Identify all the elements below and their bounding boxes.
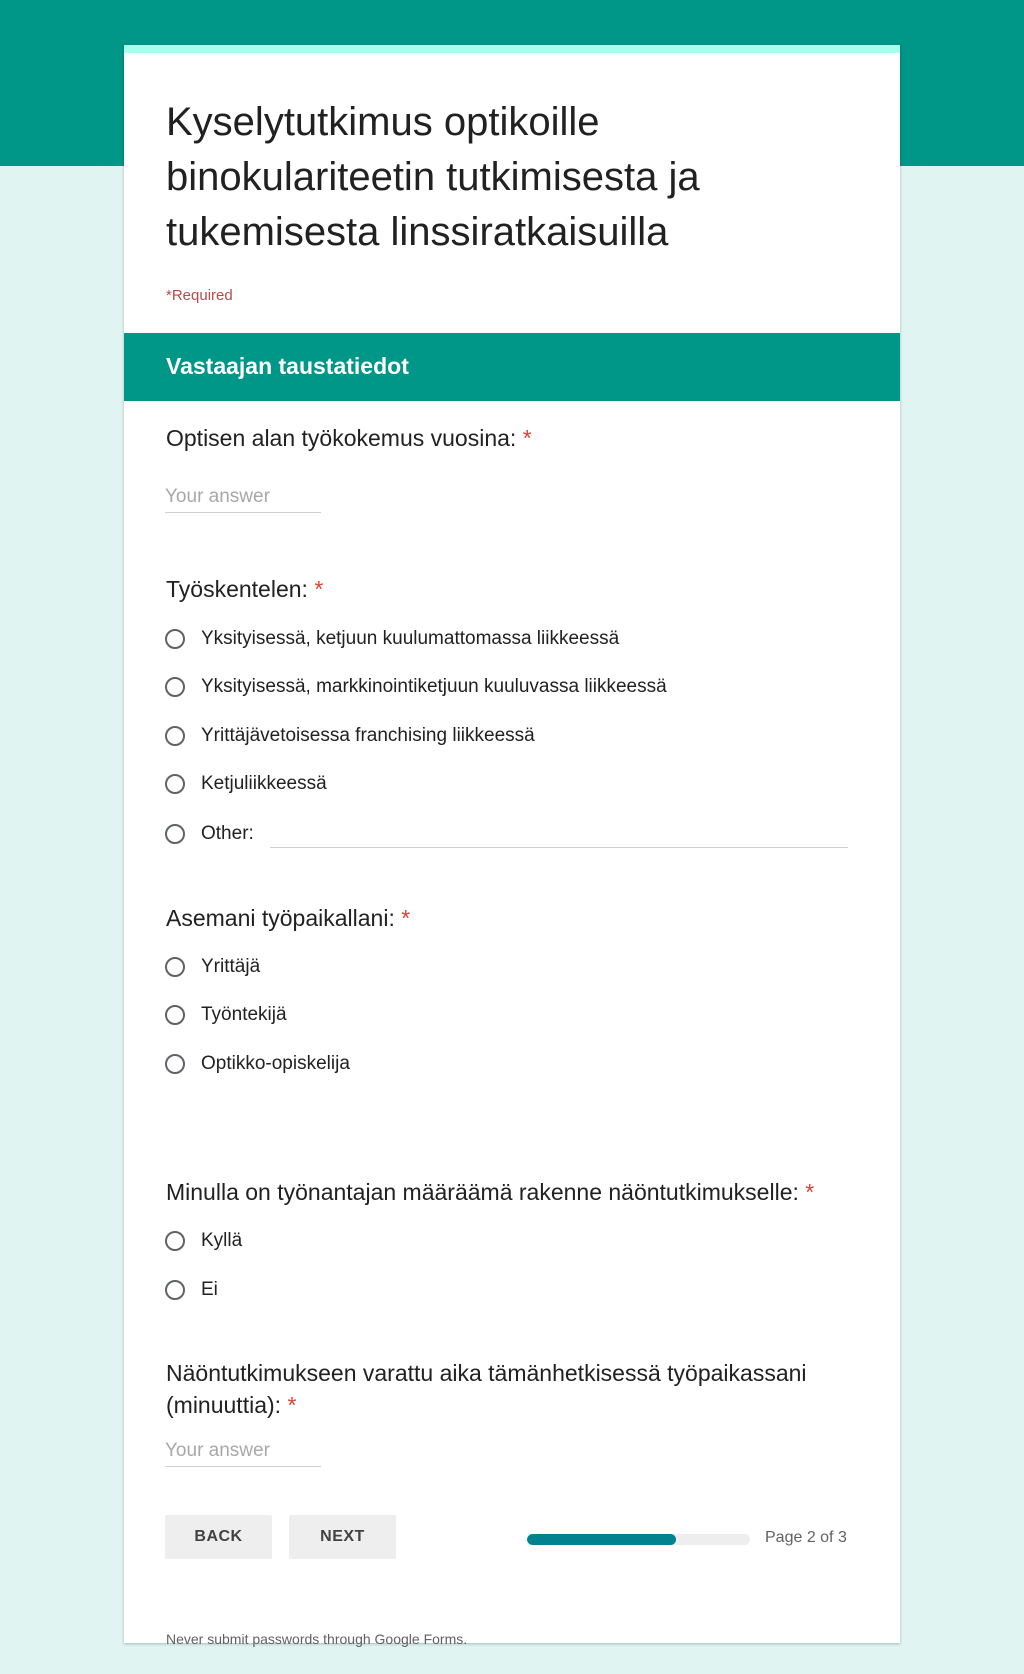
progress-fill [527,1534,676,1545]
section-title: Vastaajan taustatiedot [166,353,409,379]
section-header [124,333,900,401]
question-label: Asemani työpaikallani: [166,905,395,931]
radio-button[interactable] [165,774,185,794]
question-title-exam-time [166,1357,866,1421]
option-label: Other: [201,823,254,844]
radio-button[interactable] [165,677,185,697]
question-label: Optisen alan työkokemus vuosina: [166,425,517,451]
other-text-input[interactable] [270,847,848,848]
form-card [124,45,900,1647]
question-title-experience [166,422,532,454]
position-option-entrepreneur[interactable] [165,952,260,982]
experience-years-input[interactable] [165,482,321,513]
next-button[interactable]: NEXT [289,1515,396,1559]
question-label: Työskentelen: [166,576,308,602]
workplace-option-independent[interactable] [165,624,619,654]
position-option-student[interactable] [165,1049,350,1079]
question-label: Minulla on työnantajan määräämä rakenne näöntutkimukselle: [166,1179,799,1205]
exam-time-input[interactable] [165,1436,321,1467]
radio-button[interactable] [165,957,185,977]
option-label: Kyllä [201,1230,243,1251]
workplace-option-chain-store[interactable] [165,769,327,799]
option-label: Työntekijä [201,1004,287,1025]
workplace-option-marketing-chain[interactable] [165,672,667,702]
radio-button[interactable] [165,629,185,649]
required-star: * [401,905,411,931]
question-label: Näöntutkimukseen varattu aika tämänhetkisessä työpaikassani (minuuttia): [166,1360,807,1418]
question-title-structure [166,1176,814,1208]
option-label: Optikko-opiskelija [201,1053,350,1074]
required-star: * [522,425,532,451]
option-label: Yksityisessä, ketjuun kuulumattomassa liikkeessä [201,628,620,649]
option-label: Ketjuliikkeessä [201,773,327,794]
radio-button[interactable] [165,824,185,844]
option-label: Yksityisessä, markkinointiketjuun kuuluvassa liikkeessä [201,676,667,697]
radio-button[interactable] [165,726,185,746]
structure-option-yes[interactable] [165,1226,242,1256]
workplace-option-other[interactable] [165,819,254,849]
form-title: Kyselytutkimus optikoille binokulariteetin tutkimisesta ja tukemisesta linssiratkaisuilla [166,100,700,254]
required-note: *Required [166,287,233,304]
progress-bar [527,1534,750,1545]
workplace-option-franchising[interactable] [165,721,535,751]
footer-note: Never submit passwords through Google Forms. [166,1631,468,1647]
radio-button[interactable] [165,1054,185,1074]
option-label: Yrittäjävetoisessa franchising liikkeessä [201,725,535,746]
question-title-workplace [166,573,323,605]
page-indicator: Page 2 of 3 [765,1529,847,1546]
required-star: * [805,1179,815,1205]
option-label: Ei [201,1279,218,1300]
radio-button[interactable] [165,1231,185,1251]
radio-button[interactable] [165,1280,185,1300]
question-title-position [166,902,410,934]
radio-button[interactable] [165,1005,185,1025]
required-star: * [287,1392,297,1418]
card-accent-bar [124,45,900,53]
back-button[interactable]: BACK [165,1515,272,1559]
option-label: Yrittäjä [201,956,261,977]
position-option-employee[interactable] [165,1000,287,1030]
required-star: * [314,576,324,602]
structure-option-no[interactable] [165,1275,218,1305]
